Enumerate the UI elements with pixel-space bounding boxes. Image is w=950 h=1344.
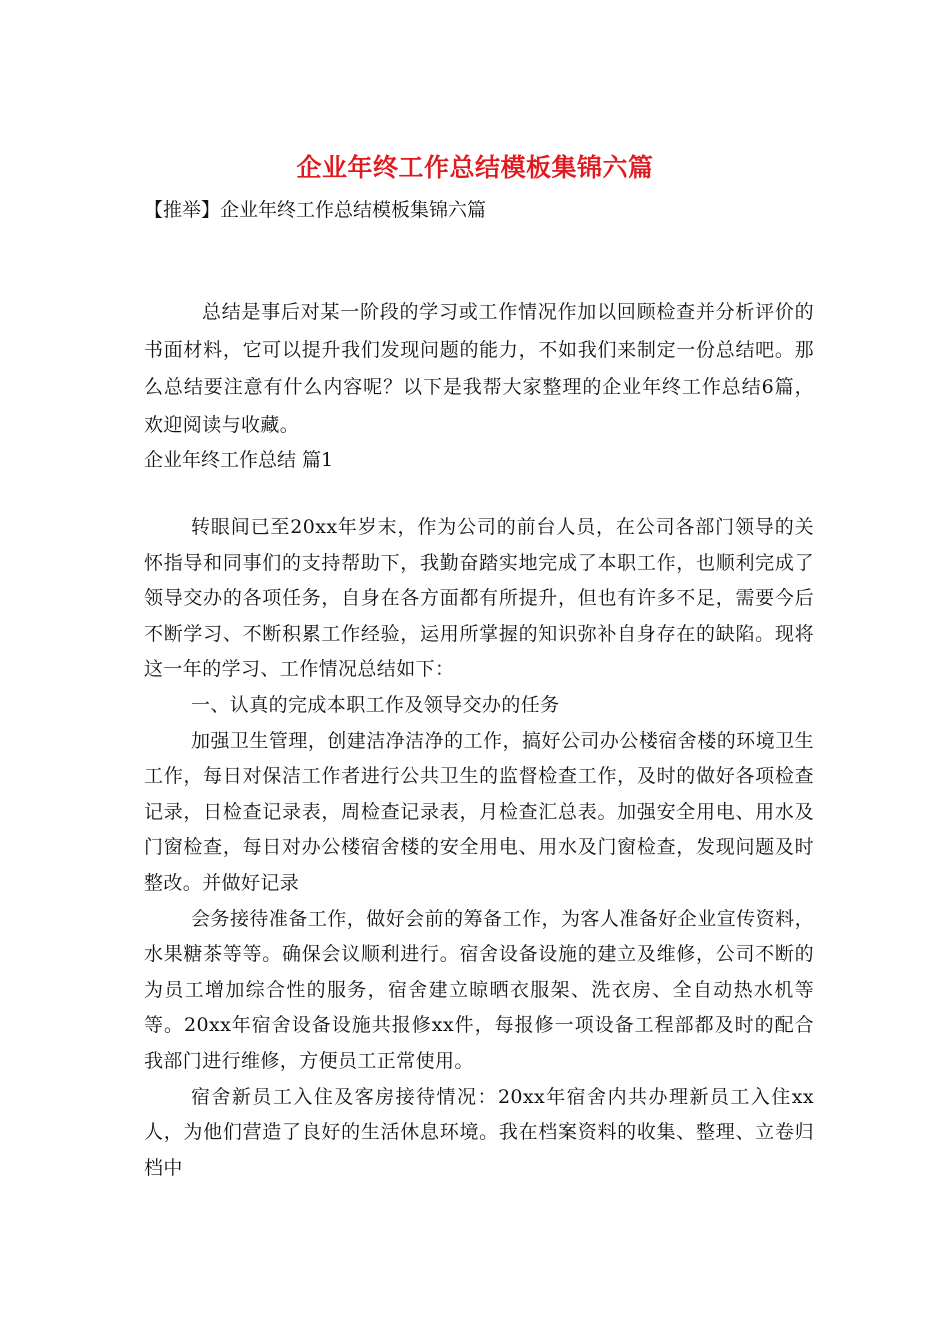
section-heading: 企业年终工作总结 篇1 — [144, 449, 334, 471]
intro-paragraph: 总结是事后对某一阶段的学习或工作情况作加以回顾检查并分析评价的书面材料，它可以提升我们发现问题的能力，不如我们来制定一份总结吧。那么总结要注意有什么内容呢？以下是我帮大家整理的企业年终工作总结6篇，欢迎阅读与收藏。 — [144, 301, 814, 436]
body-paragraph: 会务接待准备工作，做好会前的筹备工作，为客人准备好企业宣传资料，水果糖茶等等。确保会议顺利进行。宿舍设备设施的建立及维修，公司不断的为员工增加综合性的服务，宿舍建立晾晒衣服架、洗衣房、全自动热水机等等。20xx年宿舍设备设施共报修xx件，每报修一项设备工程部都及时的配合我部门进行维修，方便员工正常使用。 — [144, 907, 814, 1072]
body-paragraph: 转眼间已至20xx年岁末，作为公司的前台人员，在公司各部门领导的关怀指导和同事们的支持帮助下，我勤奋踏实地完成了本职工作，也顺利完成了领导交办的各项任务，自身在各方面都有所提升，但也有许多不足，需要今后不断学习、不断积累工作经验，运用所掌握的知识弥补自身存在的缺陷。现将这一年的学习、工作情况总结如下： — [144, 516, 814, 681]
document-subtitle: 【推举】企业年终工作总结模板集锦六篇 — [144, 199, 487, 221]
document-title: 企业年终工作总结模板集锦六篇 — [296, 153, 654, 182]
body-paragraph-heading: 一、认真的完成本职工作及领导交办的任务 — [191, 693, 560, 716]
body-paragraph: 加强卫生管理，创建洁净洁净的工作，搞好公司办公楼宿舍楼的环境卫生工作，每日对保洁工作者进行公共卫生的监督检查工作，及时的做好各项检查记录，日检查记录表，周检查记录表，月检查汇总表。加强安全用电、用水及门窗检查，每日对办公楼宿舍楼的安全用电、用水及门窗检查，发现问题及时整改。并做好记录 — [144, 729, 814, 894]
body-paragraph: 宿舍新员工入住及客房接待情况：20xx年宿舍内共办理新员工入住xx人，为他们营造了良好的生活休息环境。我在档案资料的收集、整理、立卷归档中 — [144, 1085, 814, 1179]
body-text — [144, 510, 814, 1186]
